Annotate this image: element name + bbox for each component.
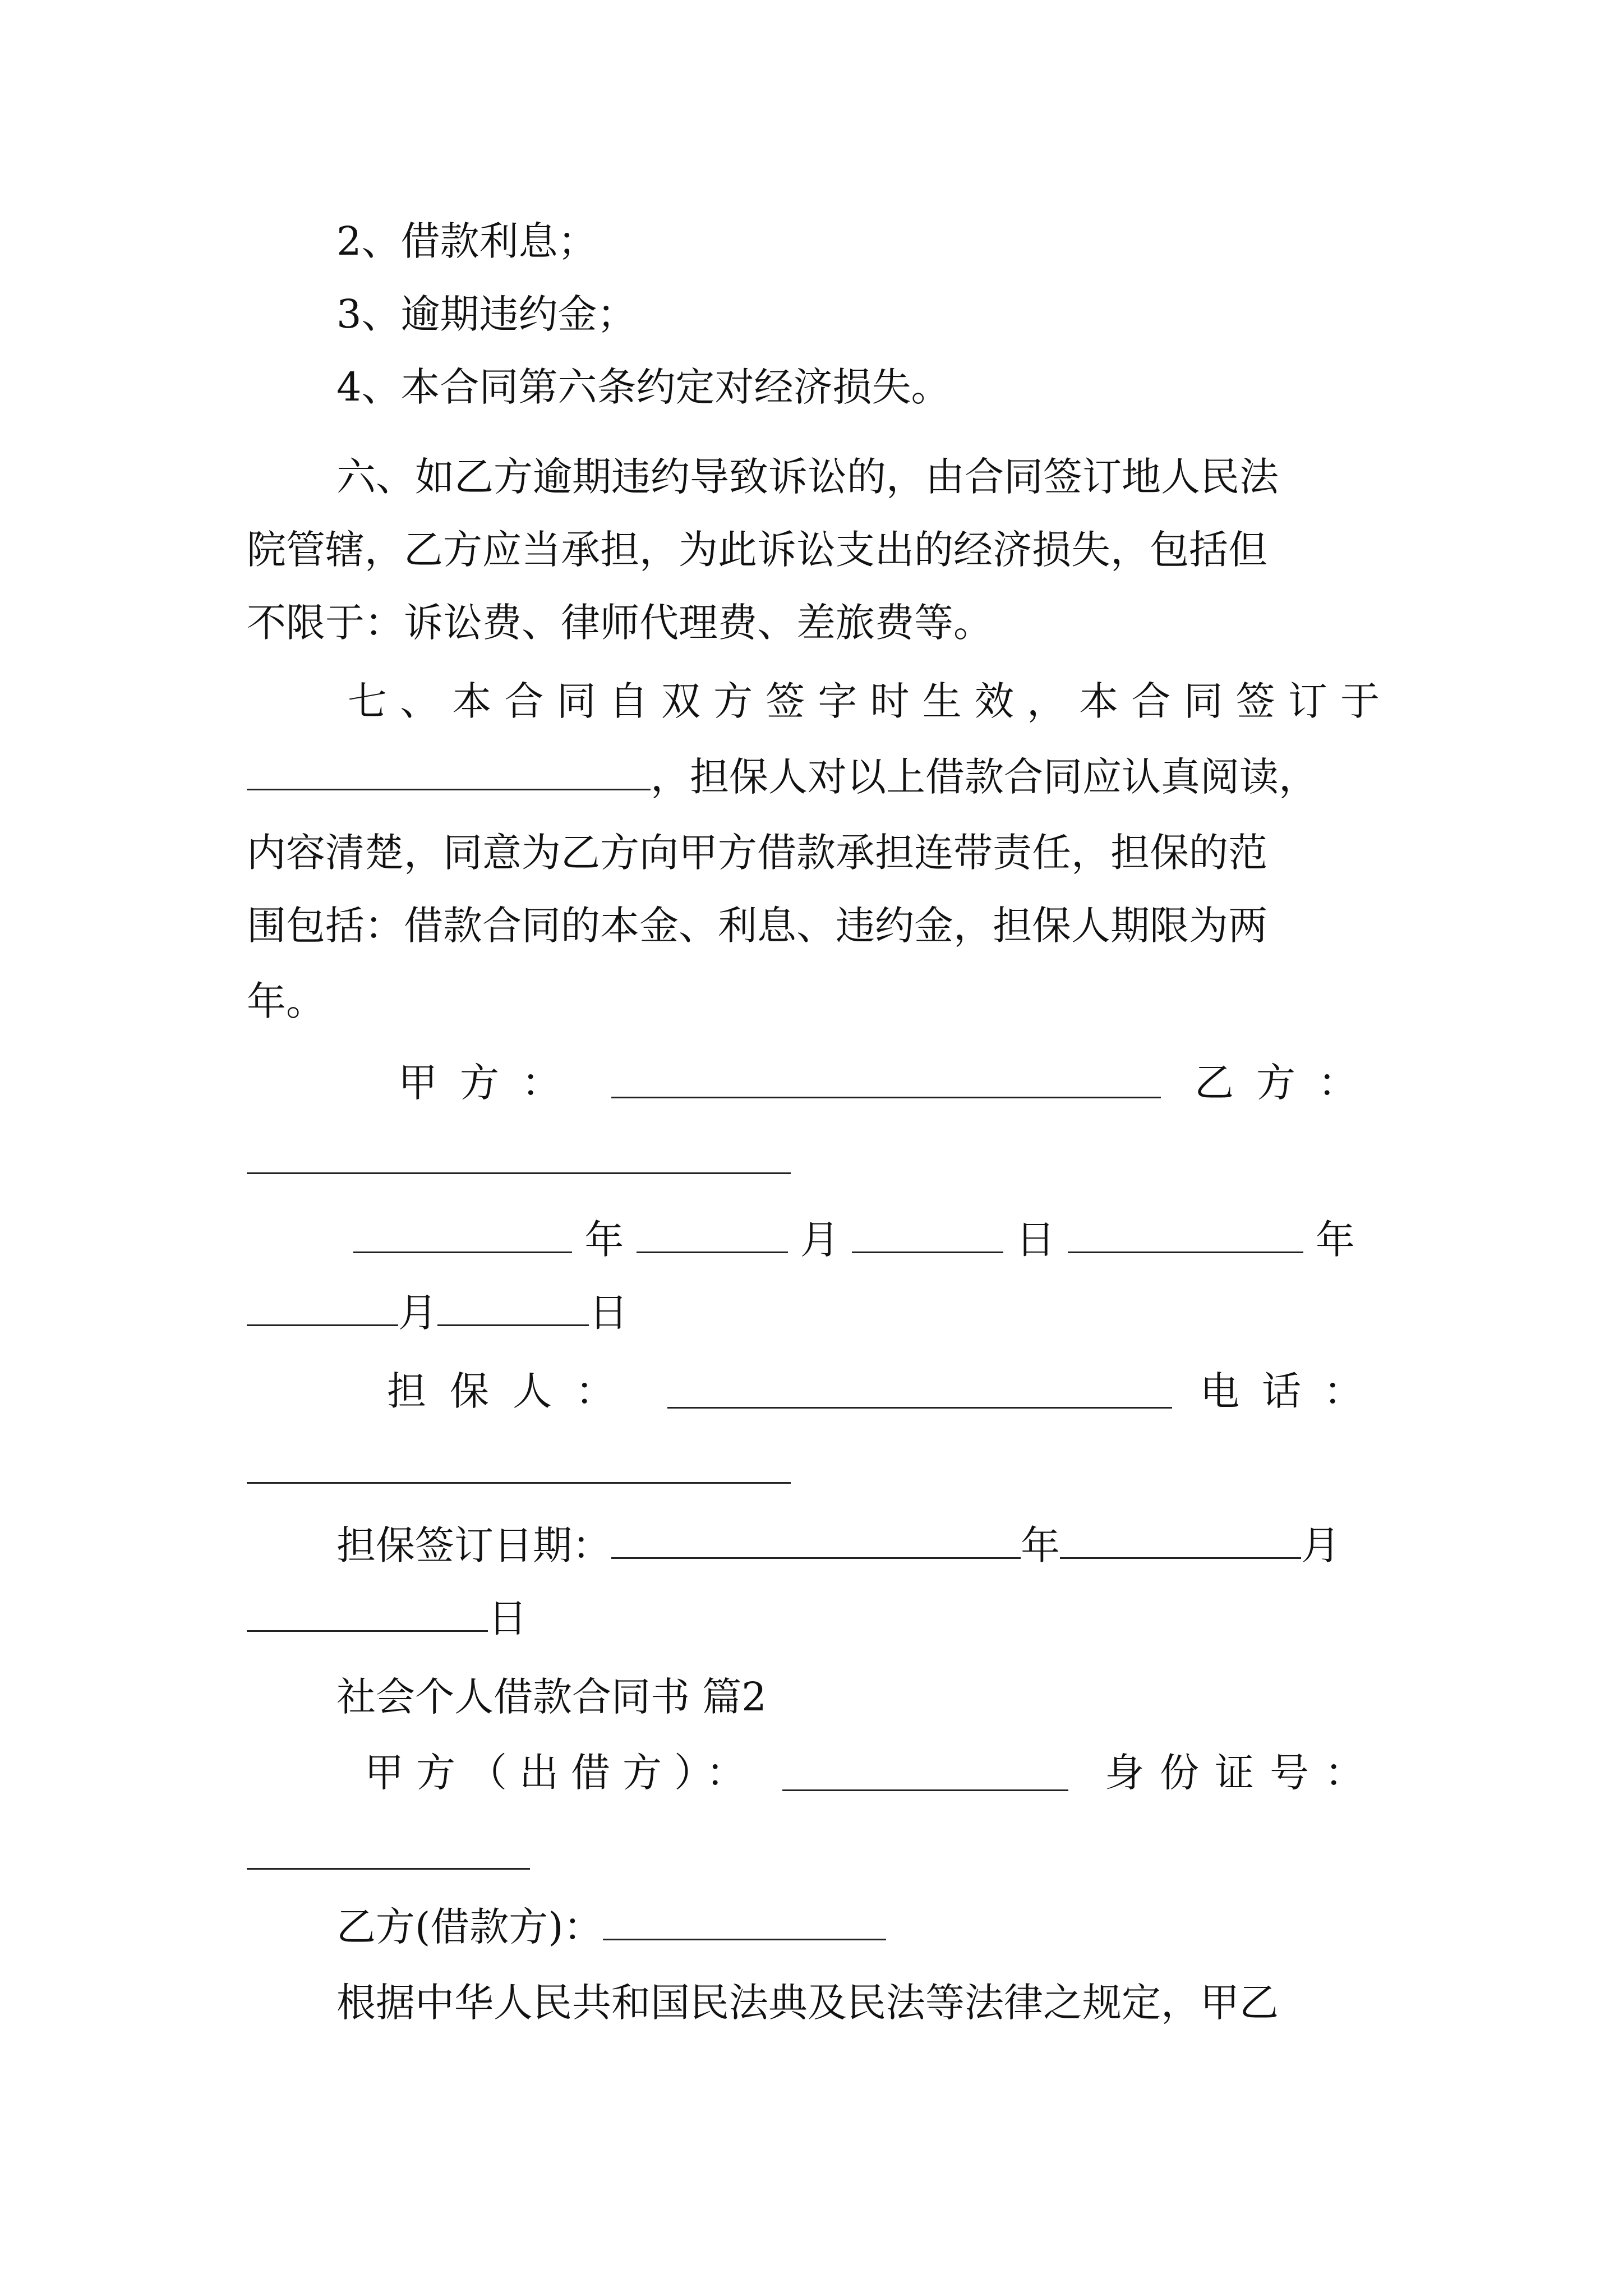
clause-item-3: 3、逾期违约金； xyxy=(336,291,637,337)
day-label: 日 xyxy=(589,1290,628,1336)
clause-seven-line-1: 七、本合同自双方签字时生效，本合同签订于 xyxy=(348,678,1380,724)
clause-seven-line-3: 内容清楚，同意为乙方向甲方借款承担连带责任，担保的范 xyxy=(247,830,1267,876)
year-label: 年 xyxy=(584,1217,624,1263)
guarantor-label: 担保人： xyxy=(387,1368,638,1414)
year-label: 年 xyxy=(1021,1522,1060,1568)
id-number-label: 身份证号： xyxy=(1105,1750,1380,1796)
year-label: 年 xyxy=(1315,1217,1355,1263)
day-label: 日 xyxy=(488,1595,527,1641)
borrower-line xyxy=(336,1899,1380,1955)
month-label: 月 xyxy=(1301,1522,1340,1568)
clause-item-4: 4、本合同第六条约定对经济损失。 xyxy=(336,364,951,410)
section-title: 社会个人借款合同书 篇2 xyxy=(336,1674,767,1720)
phone-line[interactable] xyxy=(247,1482,791,1484)
party-b-day-blank[interactable] xyxy=(437,1290,589,1326)
party-a-year-blank[interactable] xyxy=(353,1217,572,1253)
party-b-label: 乙方： xyxy=(1195,1060,1380,1106)
party-a-signature-line[interactable] xyxy=(611,1097,1161,1098)
guarantee-date-label: 担保签订日期： xyxy=(336,1522,611,1568)
guarantor-signature-line[interactable] xyxy=(667,1407,1172,1409)
sign-date-blank[interactable] xyxy=(247,754,651,790)
clause-seven-line-2 xyxy=(247,749,1380,805)
clause-six-line-2: 院管辖，乙方应当承担，为此诉讼支出的经济损失，包括但 xyxy=(247,527,1267,573)
clause-six-line-3: 不限于：诉讼费、律师代理费、差旅费等。 xyxy=(247,600,993,646)
party-b-signature-line[interactable] xyxy=(247,1172,791,1174)
clause-item-2: 2、借款利息； xyxy=(336,218,597,264)
guarantee-date-line-2 xyxy=(247,1590,1380,1646)
party-dates-line-1 xyxy=(353,1212,1380,1268)
party-a-day-blank[interactable] xyxy=(852,1217,1003,1253)
guarantee-year-blank[interactable] xyxy=(611,1522,1021,1559)
party-b-month-blank[interactable] xyxy=(247,1290,398,1326)
clause-seven-tail: ，担保人对以上借款合同应认真阅读， xyxy=(651,754,1318,800)
guarantee-month-blank[interactable] xyxy=(1060,1522,1301,1559)
borrower-blank[interactable] xyxy=(603,1904,886,1940)
month-label: 月 xyxy=(800,1217,840,1263)
lender-label: 甲方（出借方）： xyxy=(365,1750,758,1796)
lender-line[interactable] xyxy=(782,1789,1068,1791)
guarantee-day-blank[interactable] xyxy=(247,1595,488,1632)
preamble-line: 根据中华人民共和国民法典及民法等法律之规定，甲乙 xyxy=(336,1980,1279,2026)
party-a-month-blank[interactable] xyxy=(637,1217,788,1253)
phone-label: 电话： xyxy=(1200,1368,1385,1414)
guarantee-date-line-1 xyxy=(336,1517,1380,1573)
clause-six-line-1: 六、如乙方逾期违约导致诉讼的，由合同签订地人民法 xyxy=(336,454,1279,500)
id-number-line[interactable] xyxy=(247,1868,530,1870)
party-dates-line-2 xyxy=(247,1285,1380,1341)
month-label: 月 xyxy=(398,1290,437,1336)
day-label: 日 xyxy=(1016,1217,1055,1263)
borrower-label: 乙方(借款方)： xyxy=(336,1904,603,1950)
clause-seven-line-5: 年。 xyxy=(247,978,325,1024)
party-a-label: 甲方： xyxy=(398,1060,583,1106)
party-b-year-blank[interactable] xyxy=(1068,1217,1303,1253)
clause-seven-line-4: 围包括：借款合同的本金、利息、违约金，担保人期限为两 xyxy=(247,903,1267,949)
